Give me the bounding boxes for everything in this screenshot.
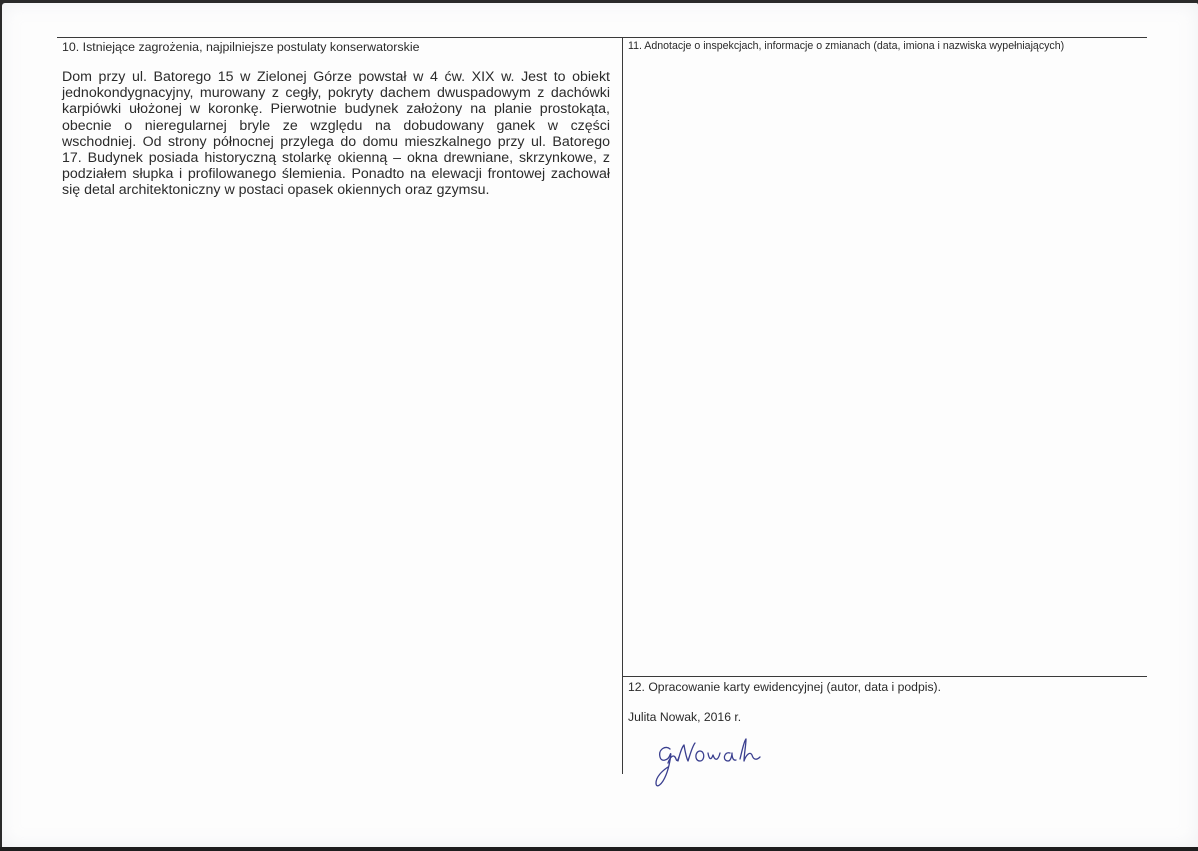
signature-icon xyxy=(648,735,788,795)
section10-title: 10. Istniejące zagrożenia, najpilniejsze postulaty konserwatorskie xyxy=(62,40,420,54)
body-line: jednokondygnacyjny, murowany z cegły, pokryty dachem dwuspadowym z dachówki xyxy=(62,85,610,102)
body-line: 17. Budynek posiada historyczną stolarkę okienną – okna drewniane, skrzynkowe, z xyxy=(62,150,610,167)
body-line: karpiówki ułożonej w koronkę. Pierwotnie budynek założony na planie prostokąta, xyxy=(62,101,610,118)
body-line: podziałem słupka i profilowanego ślemienia. Ponadto na elewacji frontowej zachował xyxy=(62,166,610,183)
body-line: wschodniej. Od strony północnej przylega do domu mieszkalnego przy ul. Batorego xyxy=(62,133,610,150)
section12-rule xyxy=(622,676,1147,677)
section12-title: 12. Opracowanie karty ewidencyjnej (autor, data i podpis). xyxy=(628,680,941,694)
scan-edge xyxy=(0,847,1198,851)
column-divider xyxy=(622,37,623,774)
body-line: się detal architektoniczny w postaci opasek okiennych oraz gzymsu. xyxy=(62,182,490,199)
body-line: obecnie o nieregularnej bryle ze względu na dobudowany ganek w części xyxy=(62,117,610,134)
body-line: Dom przy ul. Batorego 15 w Zielonej Górze powstał w 4 ćw. XIX w. Jest to obiekt xyxy=(62,69,610,85)
top-rule xyxy=(57,37,1147,38)
section10-body xyxy=(62,69,610,199)
section11-title: 11. Adnotacje o inspekcjach, informacje o zmianach (data, imiona i nazwiska wypełniających) xyxy=(628,40,1065,52)
author-line: Julita Nowak, 2016 r. xyxy=(628,710,742,724)
